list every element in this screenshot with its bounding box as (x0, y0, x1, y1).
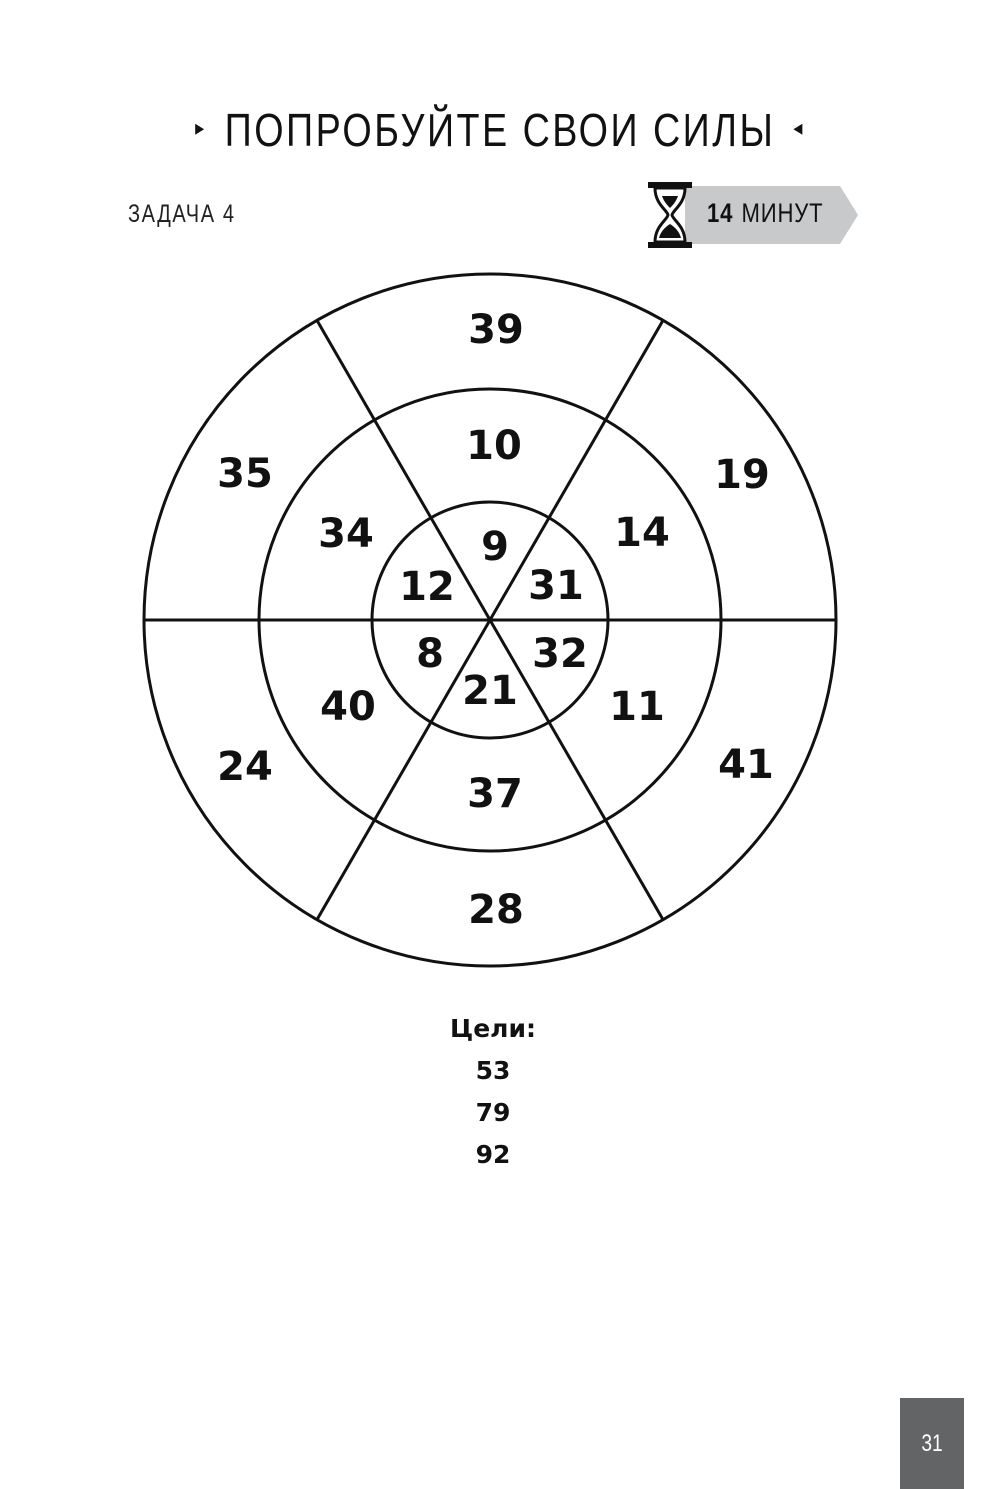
outer-number: 41 (718, 742, 774, 788)
outer-number: 19 (714, 452, 770, 498)
timer-badge (645, 180, 860, 250)
inner-number: 12 (399, 564, 455, 610)
title-arrow-left-icon: ▸ (195, 114, 207, 140)
page-number: 31 (921, 1430, 943, 1457)
title-text: ПОПРОБУЙТЕ СВОИ СИЛЫ (224, 104, 776, 156)
inner-number: 9 (481, 524, 509, 570)
page-number-tab (900, 1398, 964, 1489)
goals-heading: Цели: (450, 1014, 536, 1043)
middle-number: 11 (609, 684, 665, 730)
timer-text (707, 198, 824, 229)
middle-number: 10 (466, 423, 522, 469)
outer-number: 39 (468, 307, 524, 353)
goals-block (0, 1008, 986, 1176)
dartboard-svg (140, 270, 840, 970)
outer-number: 35 (217, 451, 273, 497)
middle-number: 14 (614, 510, 670, 556)
timer-minutes-unit: МИНУТ (741, 198, 824, 228)
page-title (90, 100, 910, 164)
inner-number: 32 (532, 631, 588, 677)
inner-number: 21 (462, 668, 518, 714)
goal-value: 53 (475, 1056, 511, 1085)
outer-number: 24 (217, 744, 273, 790)
middle-number: 37 (467, 771, 523, 817)
task-label: ЗАДАЧА 4 (128, 200, 236, 228)
dartboard-target (140, 270, 840, 975)
inner-number: 31 (528, 563, 584, 609)
timer-minutes-number: 14 (707, 198, 734, 228)
goal-value: 92 (475, 1140, 511, 1169)
middle-number: 34 (318, 511, 374, 557)
middle-number: 40 (320, 684, 376, 730)
outer-number: 28 (468, 887, 524, 933)
inner-number: 8 (416, 631, 444, 677)
title-arrow-right-icon: ◂ (793, 114, 805, 140)
goal-value: 79 (475, 1098, 511, 1127)
